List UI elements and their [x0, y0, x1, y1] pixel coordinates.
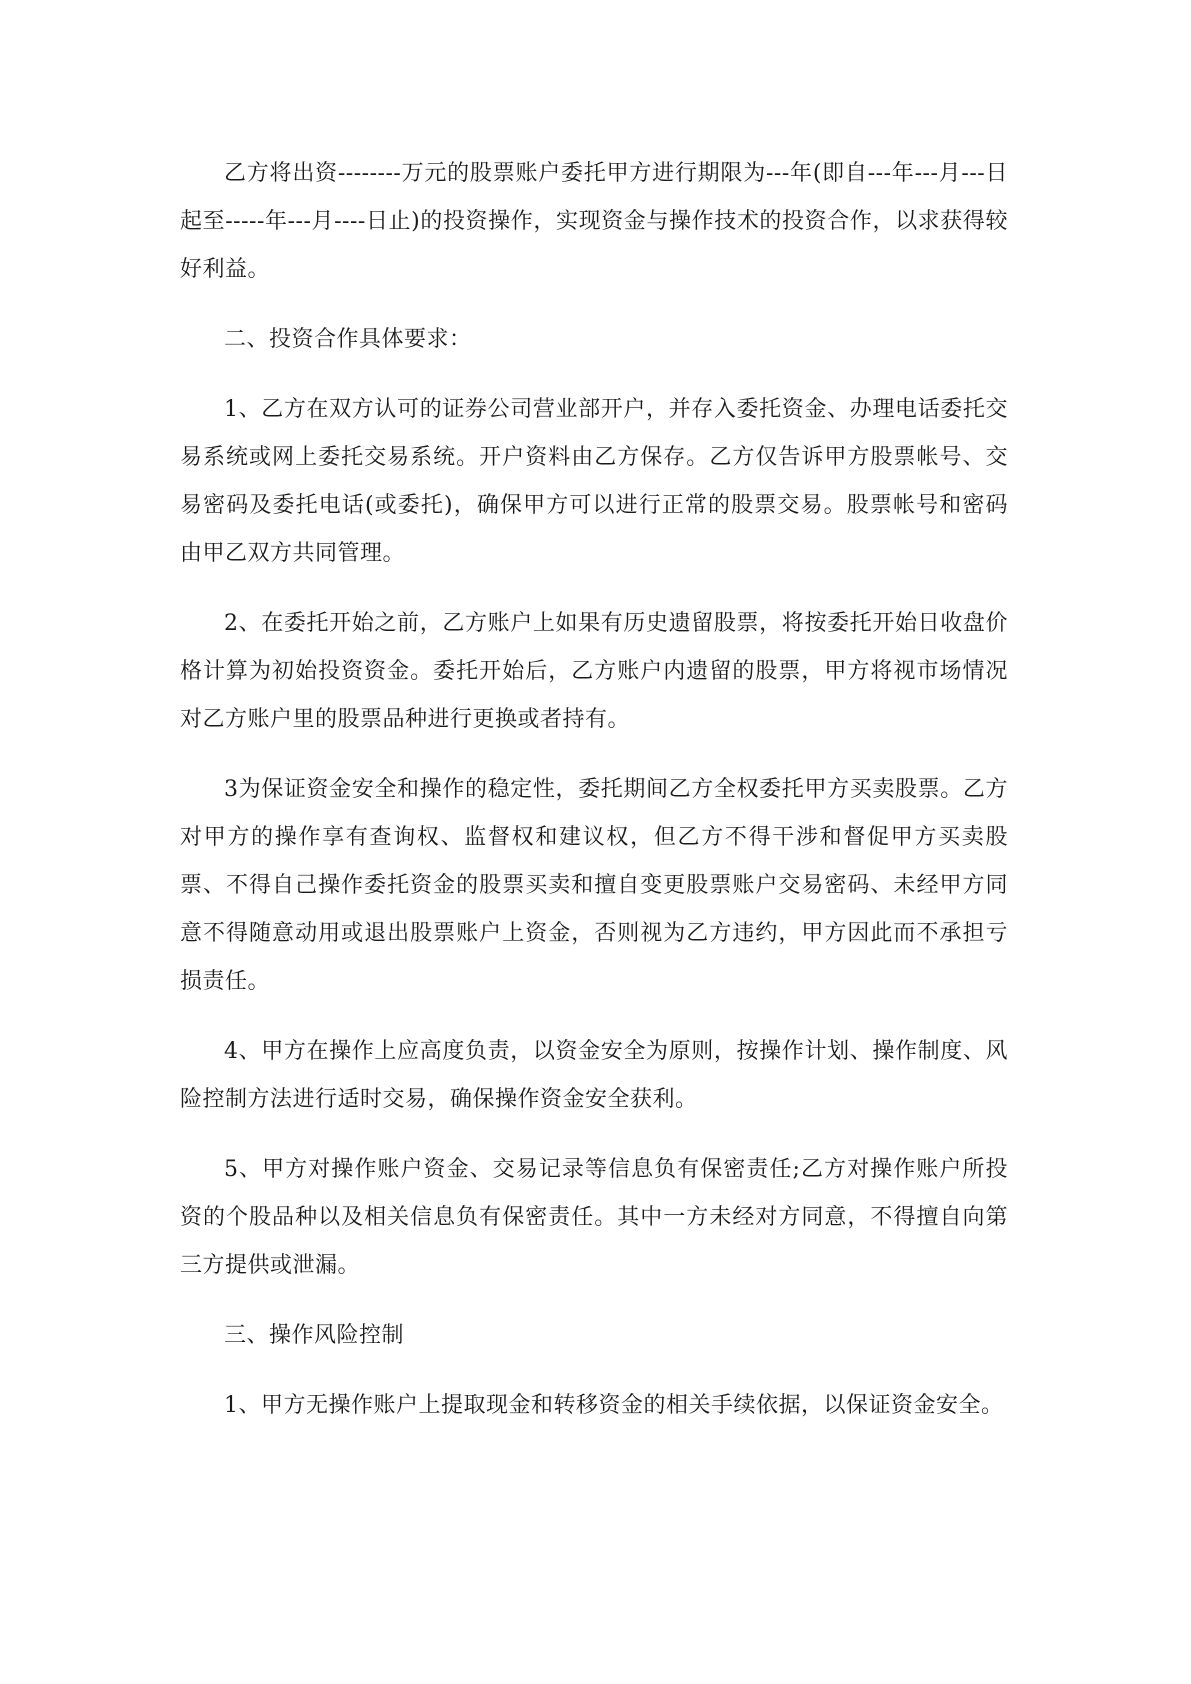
paragraph-requirement-1: 1、乙方在双方认可的证券公司营业部开户，并存入委托资金、办理电话委托交易系统或网上委托交易系统。开户资料由乙方保存。乙方仅告诉甲方股票帐号、交易密码及委托电话(或委托)，确保甲方可以进行正常的股票交易。股票帐号和密码由甲乙双方共同管理。 [180, 397, 1008, 566]
section-heading-requirements: 二、投资合作具体要求： [224, 327, 472, 352]
paragraph-risk-control-1: 1、甲方无操作账户上提取现金和转移资金的相关手续依据，以保证资金安全。 [224, 1393, 1004, 1418]
paragraph-requirement-5: 5、甲方对操作账户资金、交易记录等信息负有保密责任;乙方对操作账户所投资的个股品种以及相关信息负有保密责任。其中一方未经对方同意，不得擅自向第三方提供或泄漏。 [180, 1157, 1008, 1278]
paragraph-requirement-4: 4、甲方在操作上应高度负责，以资金安全为原则，按操作计划、操作制度、风险控制方法进行适时交易，确保操作资金安全获利。 [180, 1039, 1008, 1112]
paragraph-requirement-2: 2、在委托开始之前，乙方账户上如果有历史遗留股票，将按委托开始日收盘价格计算为初始投资资金。委托开始后，乙方账户内遗留的股票，甲方将视市场情况对乙方账户里的股票品种进行更换或者持有。 [180, 611, 1008, 732]
paragraph-investment-intro: 乙方将出资--------万元的股票账户委托甲方进行期限为---年(即自---年---月---日起至-----年---月----日止)的投资操作，实现资金与操作技术的投资合作，以求获得较好利益。 [180, 161, 1008, 282]
document-body [180, 150, 1008, 1430]
paragraph-requirement-3: 3为保证资金安全和操作的稳定性，委托期间乙方全权委托甲方买卖股票。乙方对甲方的操作享有查询权、监督权和建议权，但乙方不得干涉和督促甲方买卖股票、不得自己操作委托资金的股票买卖和擅自变更股票账户交易密码、未经甲方同意不得随意动用或退出股票账户上资金，否则视为乙方违约，甲方因此而不承担亏损责任。 [180, 777, 1008, 994]
section-heading-risk-control: 三、操作风险控制 [224, 1323, 405, 1348]
